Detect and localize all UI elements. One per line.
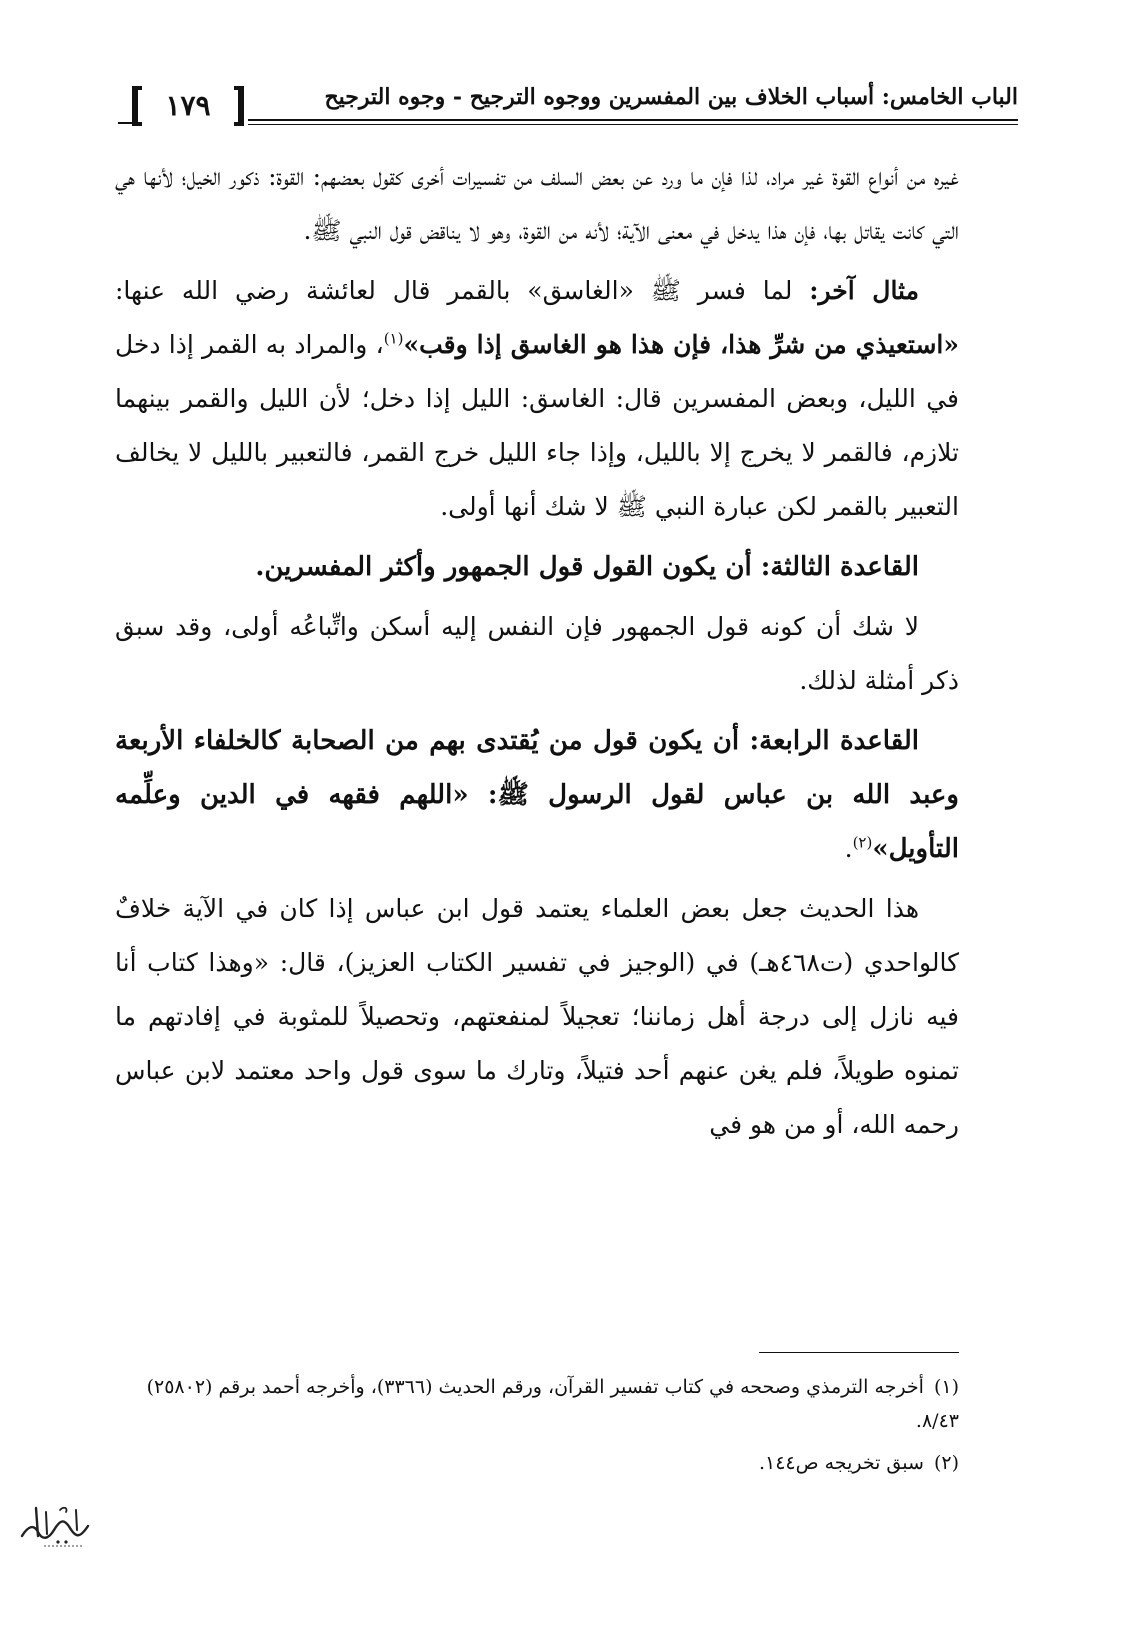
rule-4-label: القاعدة الرابعة: (749, 726, 919, 756)
footnote-number: (٢) (933, 1452, 959, 1474)
body-text (115, 150, 959, 1158)
publisher-logo (14, 1496, 104, 1552)
paragraph-1: غيره من أنواع القوة غير مراد، لذا فإن ما ورد عن بعض السلف من تفسيرات أخرى كقول بعضهم: القوة: ذكور الخيل؛ لأنها هي التي كانت يقاتل بها، فإن هذا يدخل في معنى الآية؛ لأنه من القوة، وهو لا يناقض قول النبي ﷺ. (115, 162, 959, 245)
footnotes (115, 1370, 959, 1488)
paragraph-2-continuation: ، والمراد به القمر إذا دخل في الليل، وبعض المفسرين قال: الغاسق: الليل إذا دخل؛ لأن الليل والقمر بينهما تلازم، فالقمر لا يخرج إلا بالليل، وإذا جاء الليل خرج القمر، فالتعبير بالليل لا يخالف التعبير بالقمر لكن عبارة النبي ﷺ لا شك أنها أولى. (115, 330, 959, 521)
footnote-ref-2[interactable]: (٢) (852, 833, 873, 852)
frame-bracket-right (234, 86, 244, 126)
rule-4 (115, 714, 959, 876)
frame-bracket-left (132, 86, 142, 126)
paragraph-2 (115, 264, 959, 534)
example-label: مثال آخر: (809, 276, 919, 305)
paragraph-3: لا شك أن كونه قول الجمهور فإن النفس إليه أسكن واتِّباعُه أولى، وقد سبق ذكر أمثلة لذلك. (115, 612, 959, 695)
rule-4-text: أن يكون قول من يُقتدى بهم من الصحابة كالخلفاء الأربعة وعبد الله بن عباس لقول الرسول ﷺ: «اللهم فقهه في الدين وعلِّمه التأويل» (115, 726, 959, 864)
footnote-text: أخرجه الترمذي وصححه في كتاب تفسير القرآن، ورقم الحديث (٣٣٦٦)، وأخرجه أحمد برقم (٢٥٨٠٢) ٨/٤٣. (146, 1376, 959, 1432)
footnote-number: (١) (933, 1376, 959, 1398)
footnote-2 (115, 1446, 959, 1480)
paragraph-2-text: لما فسر ﷺ «الغاسق» بالقمر قال لعائشة رضي الله عنها: (115, 276, 810, 305)
paragraph-4: هذا الحديث جعل بعض العلماء يعتمد قول ابن عباس إذا كان في الآية خلافٌ كالواحدي (ت٤٦٨هـ) في (الوجيز في تفسير الكتاب العزيز)، قال: «وهذا كتاب أنا فيه نازل إلى درجة أهل زماننا؛ تعجيلاً لمنفعتهم، وتحصيلاً للمثوبة في إفادتهم ما تمنوه طويلاً، فلم يغن عنهم أحد فتيلاً، وتارك ما سوى قول واحد معتمد لابن عباس رحمه الله، أو من هو في (115, 894, 959, 1139)
footnote-text: سبق تخريجه ص١٤٤. (758, 1452, 924, 1474)
header-rule-thin (248, 124, 1018, 125)
footnote-ref-1[interactable]: (١) (383, 329, 404, 348)
page-number-frame (132, 84, 244, 128)
rule-3-text: أن يكون القول قول الجمهور وأكثر المفسرين. (255, 552, 761, 582)
footnote-1 (115, 1370, 959, 1438)
calligraphy-logo-icon (14, 1496, 104, 1552)
rule-4-end: . (844, 834, 853, 863)
page-number: ١٧٩ (165, 89, 211, 122)
footnote-separator (759, 1352, 959, 1353)
header-rule (248, 119, 1018, 121)
hadith-quote: «استعيذي من شرِّ هذا، فإن هذا هو الغاسق إذا وقب» (403, 330, 959, 359)
running-title: الباب الخامس: أسباب الخلاف بين المفسرين ووجوه الترجيح - وجوه الترجيح (324, 84, 1018, 110)
rule-3 (115, 540, 959, 594)
page-header (118, 78, 1018, 136)
header-rule-tail (118, 122, 132, 124)
rule-3-label: القاعدة الثالثة: (760, 552, 919, 582)
